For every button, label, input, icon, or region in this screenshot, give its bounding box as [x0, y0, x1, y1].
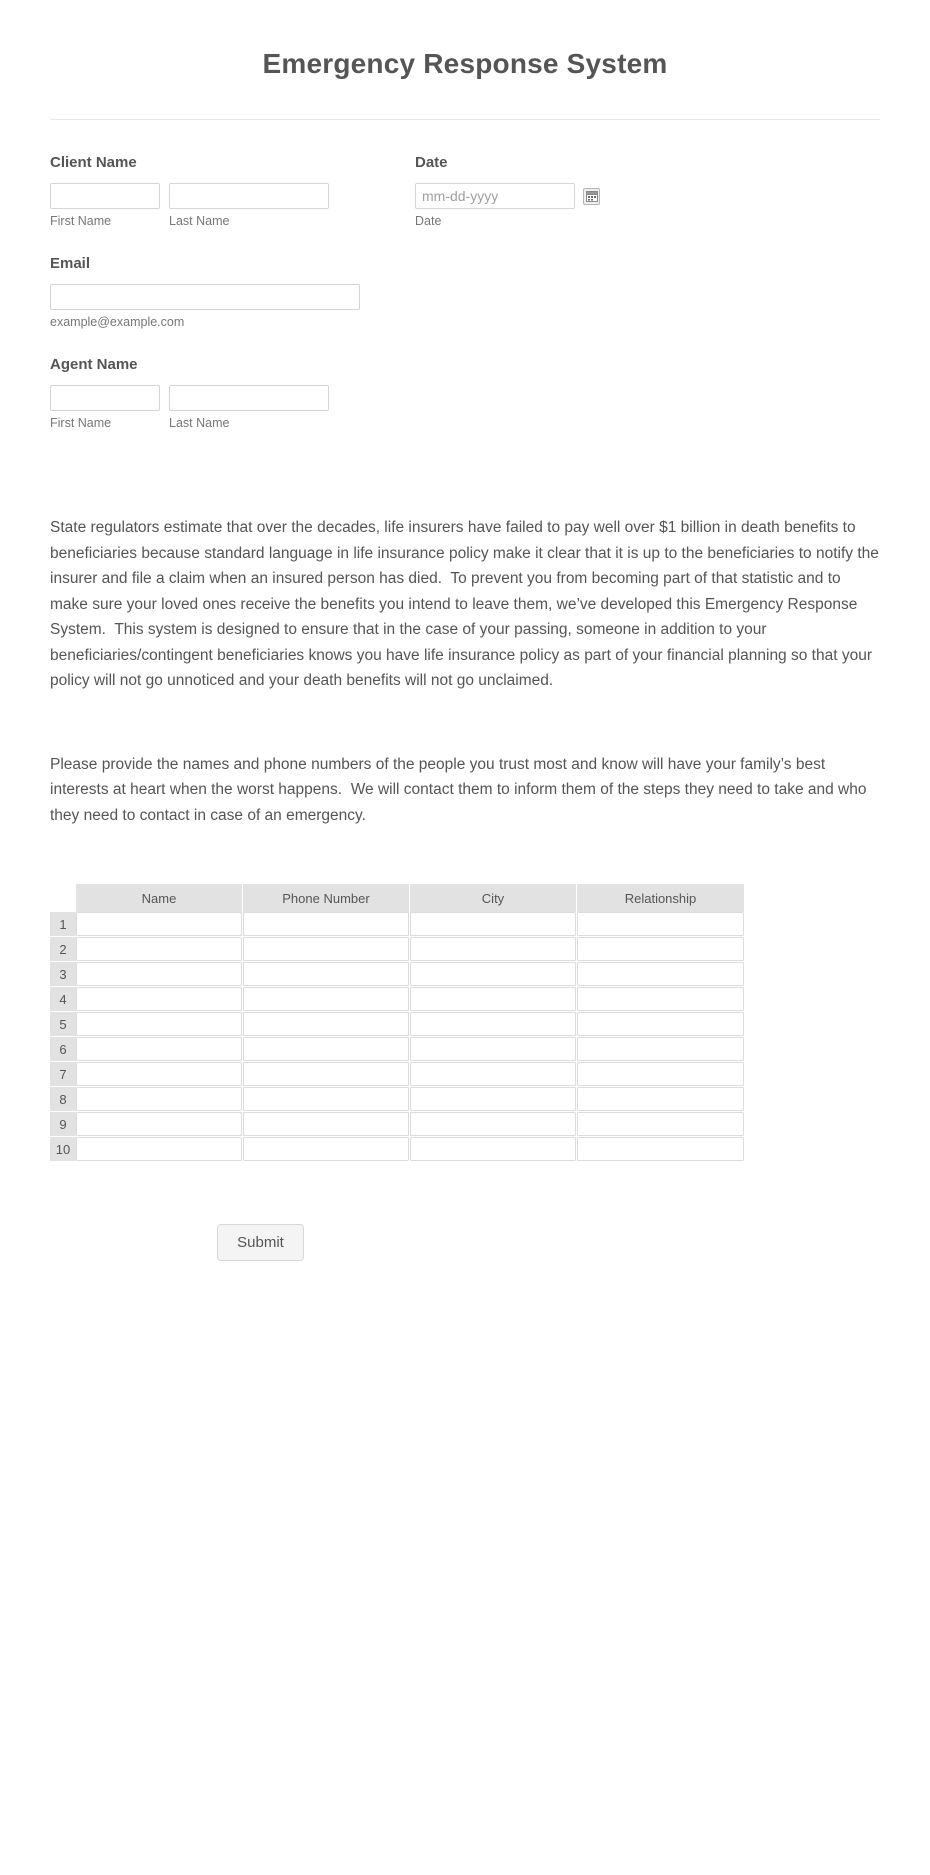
client-name-hints [50, 209, 415, 229]
table-cell [410, 937, 577, 962]
contact-name-input-5[interactable] [76, 1012, 242, 1036]
date-input-wrap [415, 183, 780, 209]
contact-phone-input-9[interactable] [243, 1112, 409, 1136]
contacts-table-body [50, 912, 744, 1162]
contact-phone-input-10[interactable] [243, 1137, 409, 1161]
email-label: Email [50, 255, 91, 272]
table-cell [410, 1087, 577, 1112]
contact-relationship-input-4[interactable] [577, 987, 744, 1011]
contact-phone-input-3[interactable] [243, 962, 409, 986]
contact-phone-input-2[interactable] [243, 937, 409, 961]
table-cell [577, 1087, 744, 1112]
table-row [50, 1137, 744, 1162]
table-cell [410, 987, 577, 1012]
contact-phone-input-8[interactable] [243, 1087, 409, 1111]
agent-last-name-input[interactable] [169, 385, 329, 411]
contact-city-input-1[interactable] [410, 912, 576, 936]
table-cell [243, 937, 410, 962]
table-cell [243, 987, 410, 1012]
table-cell [577, 962, 744, 987]
table-cell [243, 1012, 410, 1037]
row-number: 6 [50, 1037, 76, 1062]
form-header [0, 0, 930, 81]
field-date [415, 154, 780, 229]
table-cell [243, 912, 410, 937]
table-cell [76, 962, 243, 987]
table-cell [410, 1012, 577, 1037]
table-row [50, 962, 744, 987]
table-cell [577, 1112, 744, 1137]
submit-button[interactable]: Submit [217, 1224, 304, 1261]
agent-first-name-group [50, 385, 160, 411]
table-cell [577, 912, 744, 937]
table-row [50, 1112, 744, 1137]
email-hint: example@example.com [50, 315, 185, 329]
date-label: Date [415, 154, 448, 171]
agent-last-name-group [169, 385, 329, 411]
client-first-name-hint: First Name [50, 214, 112, 228]
calendar-icon[interactable] [583, 188, 600, 205]
row-number: 8 [50, 1087, 76, 1112]
table-cell [76, 1112, 243, 1137]
table-cell [76, 987, 243, 1012]
contact-city-input-3[interactable] [410, 962, 576, 986]
row-number: 2 [50, 937, 76, 962]
contact-name-input-8[interactable] [76, 1087, 242, 1111]
intro-paragraph-2: Please provide the names and phone numbers of the people you trust most and know will have your family’s best interests at heart when the worst happens. We will contact them to inform them of the steps they need to take and who they need to contact in case of an emergency. [50, 755, 871, 824]
client-last-name-hint: Last Name [169, 214, 230, 228]
table-row [50, 987, 744, 1012]
agent-name-hints [50, 411, 329, 431]
contact-phone-input-5[interactable] [243, 1012, 409, 1036]
table-cell [577, 1062, 744, 1087]
table-row [50, 1087, 744, 1112]
contact-city-input-4[interactable] [410, 987, 576, 1011]
contact-relationship-input-5[interactable] [577, 1012, 744, 1036]
client-last-name-input[interactable] [169, 183, 329, 209]
column-header-phone: Phone Number [243, 884, 410, 912]
form-fields [0, 120, 930, 457]
contact-phone-input-1[interactable] [243, 912, 409, 936]
table-corner-cell [50, 884, 76, 912]
field-client-name [50, 154, 415, 229]
table-cell [577, 1037, 744, 1062]
table-cell [243, 1112, 410, 1137]
contact-name-input-10[interactable] [76, 1137, 242, 1161]
table-cell [243, 962, 410, 987]
table-cell [577, 937, 744, 962]
field-row-3 [50, 356, 880, 457]
date-input[interactable] [415, 183, 575, 209]
contact-name-input-7[interactable] [76, 1062, 242, 1086]
column-header-name: Name [76, 884, 243, 912]
contact-relationship-input-8[interactable] [577, 1087, 744, 1111]
contact-relationship-input-6[interactable] [577, 1037, 744, 1061]
table-cell [76, 1037, 243, 1062]
contact-name-input-9[interactable] [76, 1112, 242, 1136]
contact-city-input-6[interactable] [410, 1037, 576, 1061]
table-cell [410, 1112, 577, 1137]
contact-relationship-input-2[interactable] [577, 937, 744, 961]
field-email [50, 255, 360, 330]
date-hint: Date [415, 214, 442, 228]
contact-city-input-7[interactable] [410, 1062, 576, 1086]
table-cell [76, 1062, 243, 1087]
field-agent-name [50, 356, 329, 431]
table-cell [410, 1062, 577, 1087]
table-cell [76, 937, 243, 962]
table-cell [243, 1137, 410, 1162]
page-title: Emergency Response System [262, 48, 668, 79]
body-copy [0, 457, 930, 828]
client-first-name-group [50, 183, 160, 209]
contact-relationship-input-7[interactable] [577, 1062, 744, 1086]
table-row [50, 1062, 744, 1087]
column-header-relationship: Relationship [577, 884, 744, 912]
contact-relationship-input-10[interactable] [577, 1137, 744, 1161]
row-number: 7 [50, 1062, 76, 1087]
contact-city-input-5[interactable] [410, 1012, 576, 1036]
table-cell [243, 1037, 410, 1062]
table-cell [76, 912, 243, 937]
field-row-2 [50, 255, 880, 356]
table-cell [76, 1012, 243, 1037]
agent-name-inputs [50, 385, 329, 411]
contact-city-input-9[interactable] [410, 1112, 576, 1136]
agent-name-label: Agent Name [50, 356, 138, 373]
table-cell [410, 962, 577, 987]
client-first-name-input[interactable] [50, 183, 160, 209]
field-row-1 [50, 154, 880, 255]
row-number: 5 [50, 1012, 76, 1037]
contacts-header-row [50, 884, 744, 912]
table-cell [243, 1087, 410, 1112]
contact-name-input-4[interactable] [76, 987, 242, 1011]
client-name-label: Client Name [50, 154, 137, 171]
contact-name-input-3[interactable] [76, 962, 242, 986]
contacts-table-wrap [0, 828, 930, 1162]
agent-first-name-hint: First Name [50, 416, 112, 430]
contact-phone-input-7[interactable] [243, 1062, 409, 1086]
table-row [50, 937, 744, 962]
contact-city-input-2[interactable] [410, 937, 576, 961]
contact-city-input-8[interactable] [410, 1087, 576, 1111]
contact-city-input-10[interactable] [410, 1137, 576, 1161]
intro-paragraph-1: State regulators estimate that over the decades, life insurers have failed to pay well over $1 billion in death benefits to beneficiaries because standard language in life insurance policy make it clear that it is up to the beneficiaries to notify the insurer and file a claim when an insured person has died. To prevent you from becoming part of that statistic and to make sure your loved ones receive the benefits you intend to leave them, we’ve developed this Emergency Response System. This system is designed to ensure that in the case of your passing, someone in addition to your beneficiaries/contingent beneficiaries knows you have life insurance policy as part of your financial planning so that your policy will not go unnoticed and your death benefits will not go unclaimed. [50, 519, 884, 689]
table-cell [410, 1137, 577, 1162]
table-cell [577, 1012, 744, 1037]
row-number: 3 [50, 962, 76, 987]
client-name-inputs [50, 183, 415, 209]
table-row [50, 1012, 744, 1037]
contacts-table-head [50, 884, 744, 912]
table-cell [577, 1137, 744, 1162]
client-last-name-group [169, 183, 329, 209]
row-number: 1 [50, 912, 76, 937]
agent-last-name-hint: Last Name [169, 416, 230, 430]
calendar-glyph [586, 190, 598, 202]
row-number: 10 [50, 1137, 76, 1162]
table-row [50, 1037, 744, 1062]
contact-name-input-1[interactable] [76, 912, 242, 936]
table-cell [410, 912, 577, 937]
table-cell [76, 1087, 243, 1112]
paragraph-spacer [50, 734, 880, 752]
contact-phone-input-4[interactable] [243, 987, 409, 1011]
table-row [50, 912, 744, 937]
contact-relationship-input-1[interactable] [577, 912, 744, 936]
column-header-city: City [410, 884, 577, 912]
submit-area [0, 1162, 930, 1261]
agent-first-name-input[interactable] [50, 385, 160, 411]
contact-name-input-6[interactable] [76, 1037, 242, 1061]
table-cell [577, 987, 744, 1012]
contact-name-input-2[interactable] [76, 937, 242, 961]
email-input[interactable] [50, 284, 360, 310]
row-number: 9 [50, 1112, 76, 1137]
table-cell [410, 1037, 577, 1062]
table-cell [76, 1137, 243, 1162]
contact-relationship-input-9[interactable] [577, 1112, 744, 1136]
contact-phone-input-6[interactable] [243, 1037, 409, 1061]
contact-relationship-input-3[interactable] [577, 962, 744, 986]
row-number: 4 [50, 987, 76, 1012]
contacts-table [50, 884, 744, 1162]
table-cell [243, 1062, 410, 1087]
